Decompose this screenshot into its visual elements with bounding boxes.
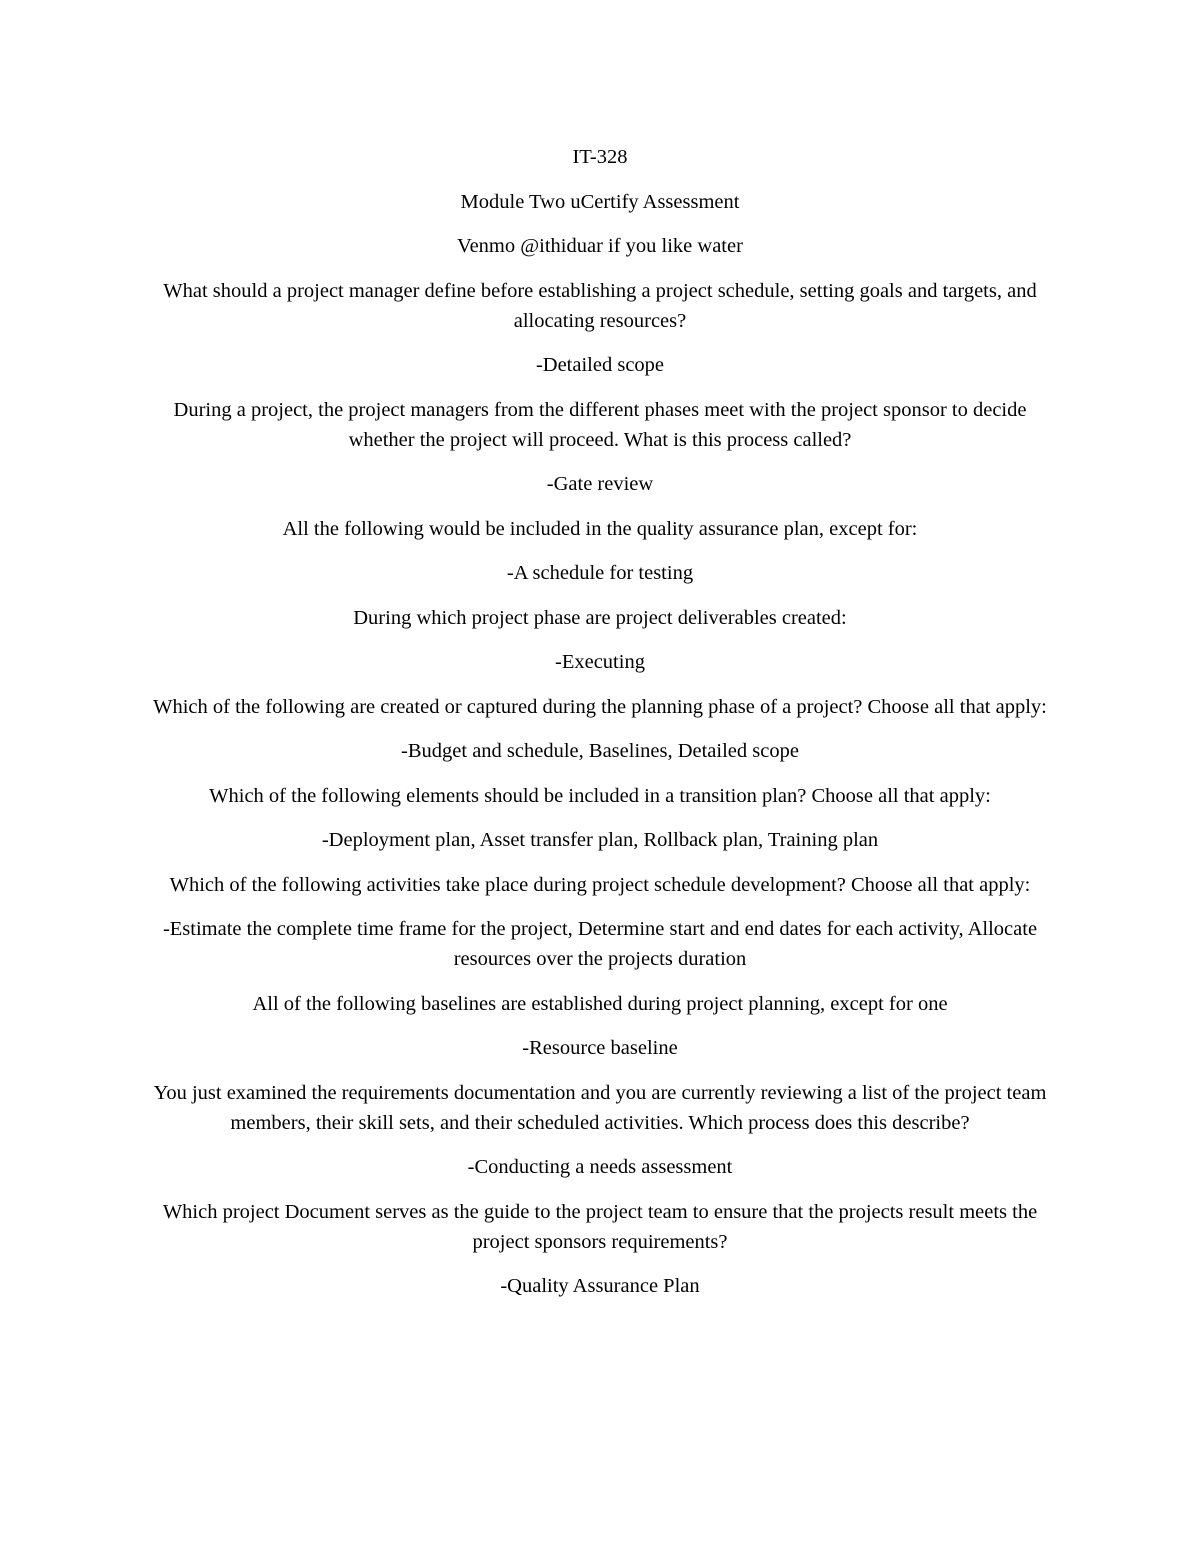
question-4: During which project phase are project deliverables created:: [353, 606, 847, 629]
document-title: Module Two uCertify Assessment: [460, 190, 740, 213]
question-5: Which of the following are created or captured during the planning phase of a project? Choose all that apply:: [153, 695, 1047, 718]
question-9: You just examined the requirements documentation and you are currently reviewing a list of the project team members, their skill sets, and their scheduled activities. Which process does this describe?: [153, 1081, 1047, 1134]
answer-10: -Quality Assurance Plan: [500, 1275, 700, 1297]
question-8: All of the following baselines are established during project planning, except for one: [252, 992, 948, 1015]
answer-8: -Resource baseline: [522, 1037, 678, 1059]
question-6: Which of the following elements should be included in a transition plan? Choose all that apply:: [209, 784, 991, 807]
author-note: Venmo @ithiduar if you like water: [457, 235, 743, 257]
answer-9: -Conducting a needs assessment: [467, 1156, 733, 1178]
course-code: IT-328: [572, 146, 628, 168]
answer-4: -Executing: [555, 651, 645, 673]
document-body: [140, 142, 1060, 1316]
answer-3: -A schedule for testing: [506, 562, 694, 584]
answer-6: -Deployment plan, Asset transfer plan, Rollback plan, Training plan: [321, 829, 879, 851]
question-2: During a project, the project managers from the different phases meet with the project sponsor to decide whether the project will proceed. What is this process called?: [173, 398, 1027, 451]
answer-2: -Gate review: [546, 473, 654, 495]
answer-1: -Detailed scope: [535, 354, 665, 376]
question-10: Which project Document serves as the guide to the project team to ensure that the projects result meets the project sponsors requirements?: [162, 1200, 1038, 1253]
answer-7: -Estimate the complete time frame for the project, Determine start and end dates for each activity, Allocate resources over the projects duration: [162, 918, 1038, 970]
question-1: What should a project manager define before establishing a project schedule, setting goals and targets, and allocating resources?: [163, 279, 1037, 332]
question-7: Which of the following activities take place during project schedule development? Choose all that apply:: [169, 873, 1031, 896]
answer-5: -Budget and schedule, Baselines, Detailed scope: [401, 740, 799, 762]
question-3: All the following would be included in the quality assurance plan, except for:: [282, 517, 918, 540]
